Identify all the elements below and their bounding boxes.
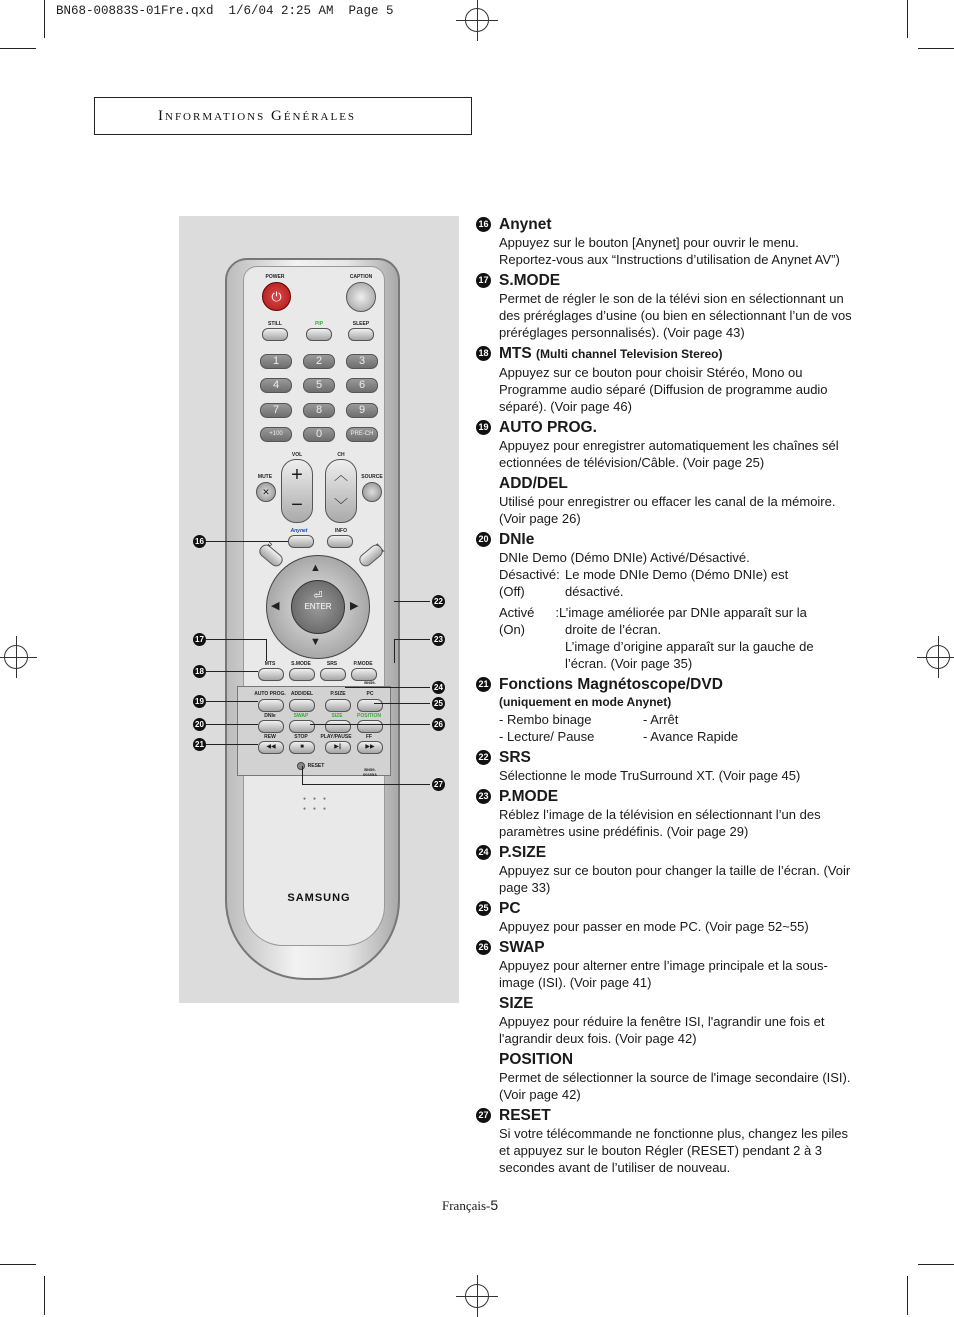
entry-subtitle: (Multi channel Television Stereo): [536, 347, 723, 361]
entry-number: 21: [476, 677, 491, 692]
entry-number: 16: [476, 217, 491, 232]
callout-number: 18: [193, 665, 206, 678]
number-button: 1: [260, 354, 292, 369]
entry-title: AUTO PROG.: [499, 419, 597, 436]
entry-number: 20: [476, 532, 491, 547]
vcr-function: - Arrêt: [643, 712, 679, 727]
page-footer: [442, 1197, 498, 1214]
entry-smode: [476, 271, 856, 341]
dnie-off-label: Désactivé:: [499, 567, 560, 582]
srs-label: SRS: [326, 661, 338, 667]
entry-body: Si votre télécommande ne fonctionne plus, changez les piles et appuyez sur le bouton Régler (RESET) pendant 2 à 3 secondes avant de l’utiliser de nouveau.: [499, 1126, 849, 1175]
entry-mts: [476, 344, 856, 415]
entry-body: Appuyez sur le bouton [Anynet] pour ouvrir le menu. Reportez-vous aux “Instructions d’utilisation de Anynet AV”): [499, 235, 840, 267]
enter-icon: ⏎: [313, 590, 323, 602]
vcr-function: - Lecture/ Pause: [499, 729, 595, 744]
mts-label: MTS: [264, 661, 276, 667]
vol-rocker: [281, 459, 313, 523]
entry-title: P.SIZE: [499, 844, 547, 861]
entry-number: 24: [476, 845, 491, 860]
leader-line: [302, 784, 430, 785]
mute-icon: ✕: [262, 487, 270, 497]
entry-pc: [476, 899, 856, 935]
ch-label: CH: [337, 452, 345, 458]
leader-line: [206, 724, 258, 725]
rewind-icon: ◀◀: [266, 744, 276, 750]
fast-forward-icon: ▶▶: [365, 744, 375, 750]
leader-line: [394, 601, 430, 602]
number-button: 7: [260, 403, 292, 418]
mute-label: MUTE: [257, 474, 273, 480]
dnie-on-sep: :: [555, 605, 559, 620]
autoprog-button: [258, 699, 284, 712]
number-button: 4: [260, 378, 292, 393]
footer-language: Français-: [442, 1198, 491, 1213]
entry-title: [499, 344, 856, 364]
pmode-label: P.MODE: [353, 661, 373, 667]
registration-mark: [465, 8, 489, 32]
dnie-button: [258, 720, 284, 733]
dnie-label: DNIe: [264, 713, 276, 719]
entry-body: Permet de sélectionner la source de l'image secondaire (ISI). (Voir page 42): [499, 1070, 851, 1102]
registration-mark: [465, 1284, 489, 1308]
stop-icon: ■: [300, 744, 304, 750]
registration-mark: [926, 645, 950, 669]
dnie-off-text: désactivé.: [565, 584, 624, 599]
playpause-label: PLAY/PAUSE: [320, 734, 352, 740]
leader-line: [266, 639, 267, 661]
entry-number: 22: [476, 750, 491, 765]
leader-line: [394, 639, 395, 663]
nav-right-icon: ▶: [350, 600, 359, 612]
entry-dnie: [476, 530, 856, 672]
model-code: BN59-00485A: [362, 767, 377, 777]
nav-up-icon: ▲: [310, 562, 321, 574]
size-button: [325, 720, 351, 733]
callout-number: 27: [432, 778, 445, 791]
entry-body: Appuyez sur ce bouton pour changer la taille de l’écran. (Voir page 33): [499, 863, 851, 895]
source-label: SOURCE: [361, 474, 383, 480]
callout-number: 24: [432, 681, 445, 694]
entry-title: DNIe: [499, 531, 535, 548]
pip-label: PIP: [314, 321, 324, 327]
rew-label: REW: [264, 734, 276, 740]
entry-anynet: [476, 215, 856, 268]
callout-number: 17: [193, 633, 206, 646]
crop-mark: [907, 0, 908, 38]
number-button: 8: [303, 403, 335, 418]
dnie-on-text: L’image d’origine apparaît sur la gauche de: [565, 639, 814, 654]
ff-label: FF: [365, 734, 373, 740]
entry-number: 25: [476, 901, 491, 916]
entry-title-text: MTS: [499, 345, 532, 362]
vcr-function: - Rembo binage: [499, 712, 592, 727]
caption-button: [346, 282, 376, 312]
section-header: [94, 97, 472, 135]
page-number: 5: [490, 1197, 499, 1213]
entry-number: 23: [476, 789, 491, 804]
crop-mark: [0, 1264, 36, 1265]
callout-number: 22: [432, 595, 445, 608]
ch-down-icon: ﹀: [334, 497, 348, 513]
sleep-button: [348, 328, 374, 341]
callout-number: 25: [432, 697, 445, 710]
entry-title: PC: [499, 900, 521, 917]
enter-label: ENTER: [304, 602, 332, 611]
entry-title: P.MODE: [499, 788, 559, 805]
entry-title: SRS: [499, 749, 531, 766]
leader-line: [394, 639, 430, 640]
leader-line: [206, 701, 258, 702]
number-button: 0: [303, 427, 335, 442]
dnie-on-table: [499, 604, 856, 672]
crop-mark: [907, 1276, 908, 1315]
reset-button: [297, 762, 305, 770]
srs-button: [320, 668, 346, 681]
sleep-label: SLEEP: [352, 321, 370, 327]
entry-body: Appuyez pour passer en mode PC. (Voir page 52~55): [499, 919, 809, 934]
info-label: INFO: [335, 528, 347, 534]
smode-button: [289, 668, 315, 681]
callout-number: 20: [193, 718, 206, 731]
leader-line: [302, 766, 303, 784]
entry-title: SWAP: [499, 939, 545, 956]
remote-illustration: [179, 216, 459, 1003]
number-button: 5: [303, 378, 335, 393]
entry-body: Appuyez pour alterner entre l’image principale et la sous-image (ISI). (Voir page 41): [499, 958, 828, 990]
play-pause-icon: ▶∥: [334, 744, 342, 750]
vcr-function: - Avance Rapide: [643, 729, 739, 744]
entry-swap: [476, 938, 856, 991]
callout-number: 26: [432, 718, 445, 731]
smode-label: S.MODE: [291, 661, 311, 667]
position-label: POSITION: [357, 713, 381, 719]
caption-label: CAPTION: [349, 274, 373, 280]
still-label: STILL: [268, 321, 282, 327]
adddel-button: [289, 699, 315, 712]
entry-body: Appuyez pour réduire la fenêtre ISI, l'agrandir une fois et l'agrandir deux fois. (Voir page 42): [499, 1014, 825, 1046]
vol-up-icon: +: [291, 464, 303, 486]
ch-up-icon: ︿: [334, 467, 348, 483]
plus100-button: +100: [260, 427, 292, 442]
adddel-label: ADD/DEL: [290, 691, 314, 697]
crop-mark: [0, 48, 36, 49]
autoprog-label: AUTO PROG.: [254, 691, 286, 697]
crop-mark: [44, 0, 45, 38]
section-title: Informations Générales: [158, 108, 357, 124]
speaker-holes: ●●● ●●●: [303, 796, 334, 812]
source-button: [362, 482, 382, 502]
leader-line: [374, 703, 430, 704]
file-slug: BN68-00883S-01Fre.qxd 1/6/04 2:25 AM Page 5: [56, 4, 394, 18]
leader-line: [206, 744, 258, 745]
nav-left-icon: ◀: [271, 600, 280, 612]
description-column: [476, 215, 856, 1176]
info-button: [327, 535, 353, 548]
pc-label: PC: [366, 691, 374, 697]
anynet-button: [288, 535, 314, 548]
entry-title: POSITION: [499, 1051, 574, 1068]
mts-button: [258, 668, 284, 681]
number-button: 2: [303, 354, 335, 369]
crop-mark: [918, 48, 954, 49]
nav-down-icon: ▼: [310, 636, 321, 648]
entry-vcr: [476, 675, 856, 745]
swap-label: SWAP: [293, 713, 309, 719]
swap-button: [289, 720, 315, 733]
dnie-on-text: droite de l’écran.: [565, 622, 662, 637]
leader-line: [345, 687, 430, 688]
entry-title: S.MODE: [499, 272, 561, 289]
ch-rocker: [325, 459, 357, 523]
number-button: 6: [346, 378, 378, 393]
callout-number: 21: [193, 738, 206, 751]
callout-number: 19: [193, 695, 206, 708]
vcr-functions: [499, 711, 856, 745]
dnie-off-text: Le mode DNIe Demo (Démo DNIe) est: [565, 567, 789, 582]
mute-button: [256, 482, 276, 502]
anynet-label: Anynet: [290, 528, 308, 534]
dnie-on-label: (On): [499, 622, 525, 637]
entry-body: Réblez l’image de la télévision en sélectionnant l’un des paramètres usine prédéfinis. (Voir page 29): [499, 807, 821, 839]
registration-mark: [4, 645, 28, 669]
dnie-on-label-text: Activé: [499, 605, 535, 620]
pip-button: [306, 328, 332, 341]
entry-body: Permet de régler le son de la télévi sion en sélectionnant un des préréglages d’usine (ou bien en sélectionnant l’un de vos préréglages personnalisés). (Voir page 43): [499, 291, 852, 340]
entry-body: Sélectionne le mode TruSurround XT. (Voir page 45): [499, 768, 801, 783]
ff-button: [357, 741, 383, 754]
prech-button: PRE-CH: [346, 427, 378, 442]
dnie-off-table: [499, 566, 856, 600]
entry-number: 18: [476, 346, 491, 361]
model-code: BN59-: [364, 680, 376, 685]
psize-button: [325, 699, 351, 712]
power-button: [262, 282, 291, 311]
leader-line: [206, 541, 288, 542]
entry-number: 19: [476, 420, 491, 435]
entry-srs: [476, 748, 856, 784]
entry-subtitle: (uniquement en mode Anynet): [499, 695, 672, 709]
still-button: [262, 328, 288, 341]
dnie-off-label: (Off): [499, 584, 525, 599]
dnie-on-text: l’écran. (Voir page 35): [565, 656, 693, 671]
entry-title: RESET: [499, 1107, 551, 1124]
entry-title: SIZE: [499, 995, 534, 1012]
callout-number: 16: [193, 535, 206, 548]
brand-logo: SAMSUNG: [287, 892, 351, 904]
entry-number: 27: [476, 1108, 491, 1123]
entry-title: ADD/DEL: [499, 475, 568, 492]
size-label: SIZE: [331, 713, 343, 719]
leader-line: [206, 639, 266, 640]
vol-down-icon: −: [291, 494, 303, 516]
entry-reset: [476, 1106, 856, 1176]
crop-mark: [44, 1276, 45, 1315]
psize-label: P.SIZE: [330, 691, 346, 697]
position-button: [357, 720, 383, 733]
entry-autoprog: [476, 418, 856, 471]
entry-adddel: [476, 474, 856, 527]
crop-mark: [918, 1264, 954, 1265]
entry-number: 17: [476, 273, 491, 288]
leader-line: [310, 724, 430, 725]
stop-button: [289, 741, 315, 754]
number-button: 3: [346, 354, 378, 369]
dnie-on-label: [499, 604, 559, 621]
pc-button: [357, 699, 383, 712]
entry-body: Appuyez pour enregistrer automatiquement les chaînes sél ectionnées de télévision/Câble. (Voir page 25): [499, 438, 839, 470]
entry-size: [476, 994, 856, 1047]
enter-button: [291, 580, 345, 634]
leader-line: [206, 671, 258, 672]
entry-pmode: [476, 787, 856, 840]
dnie-on-text: L’image améliorée par DNIe apparaît sur la: [559, 605, 807, 620]
entry-psize: [476, 843, 856, 896]
vol-label: VOL: [291, 452, 303, 458]
entry-number: 26: [476, 940, 491, 955]
entry-title: Fonctions Magnétoscope/DVD: [499, 676, 723, 693]
rew-button: [258, 741, 284, 754]
entry-body: Appuyez sur ce bouton pour choisir Stéréo, Mono ou Programme audio séparé (Diffusion de programme audio séparé). (Voir page 46): [499, 365, 828, 414]
number-button: 9: [346, 403, 378, 418]
entry-body: DNIe Demo (Démo DNIe) Activé/Désactivé.: [499, 550, 750, 565]
power-icon: ⏻: [271, 289, 282, 304]
entry-position: [476, 1050, 856, 1103]
entry-title: Anynet: [499, 216, 552, 233]
entry-body: Utilisé pour enregistrer ou effacer les canal de la mémoire. (Voir page 26): [499, 494, 836, 526]
power-label: POWER: [265, 274, 285, 280]
reset-label: RESET: [307, 763, 325, 769]
playpause-button: [325, 741, 351, 754]
stop-label: STOP: [294, 734, 308, 740]
callout-number: 23: [432, 633, 445, 646]
